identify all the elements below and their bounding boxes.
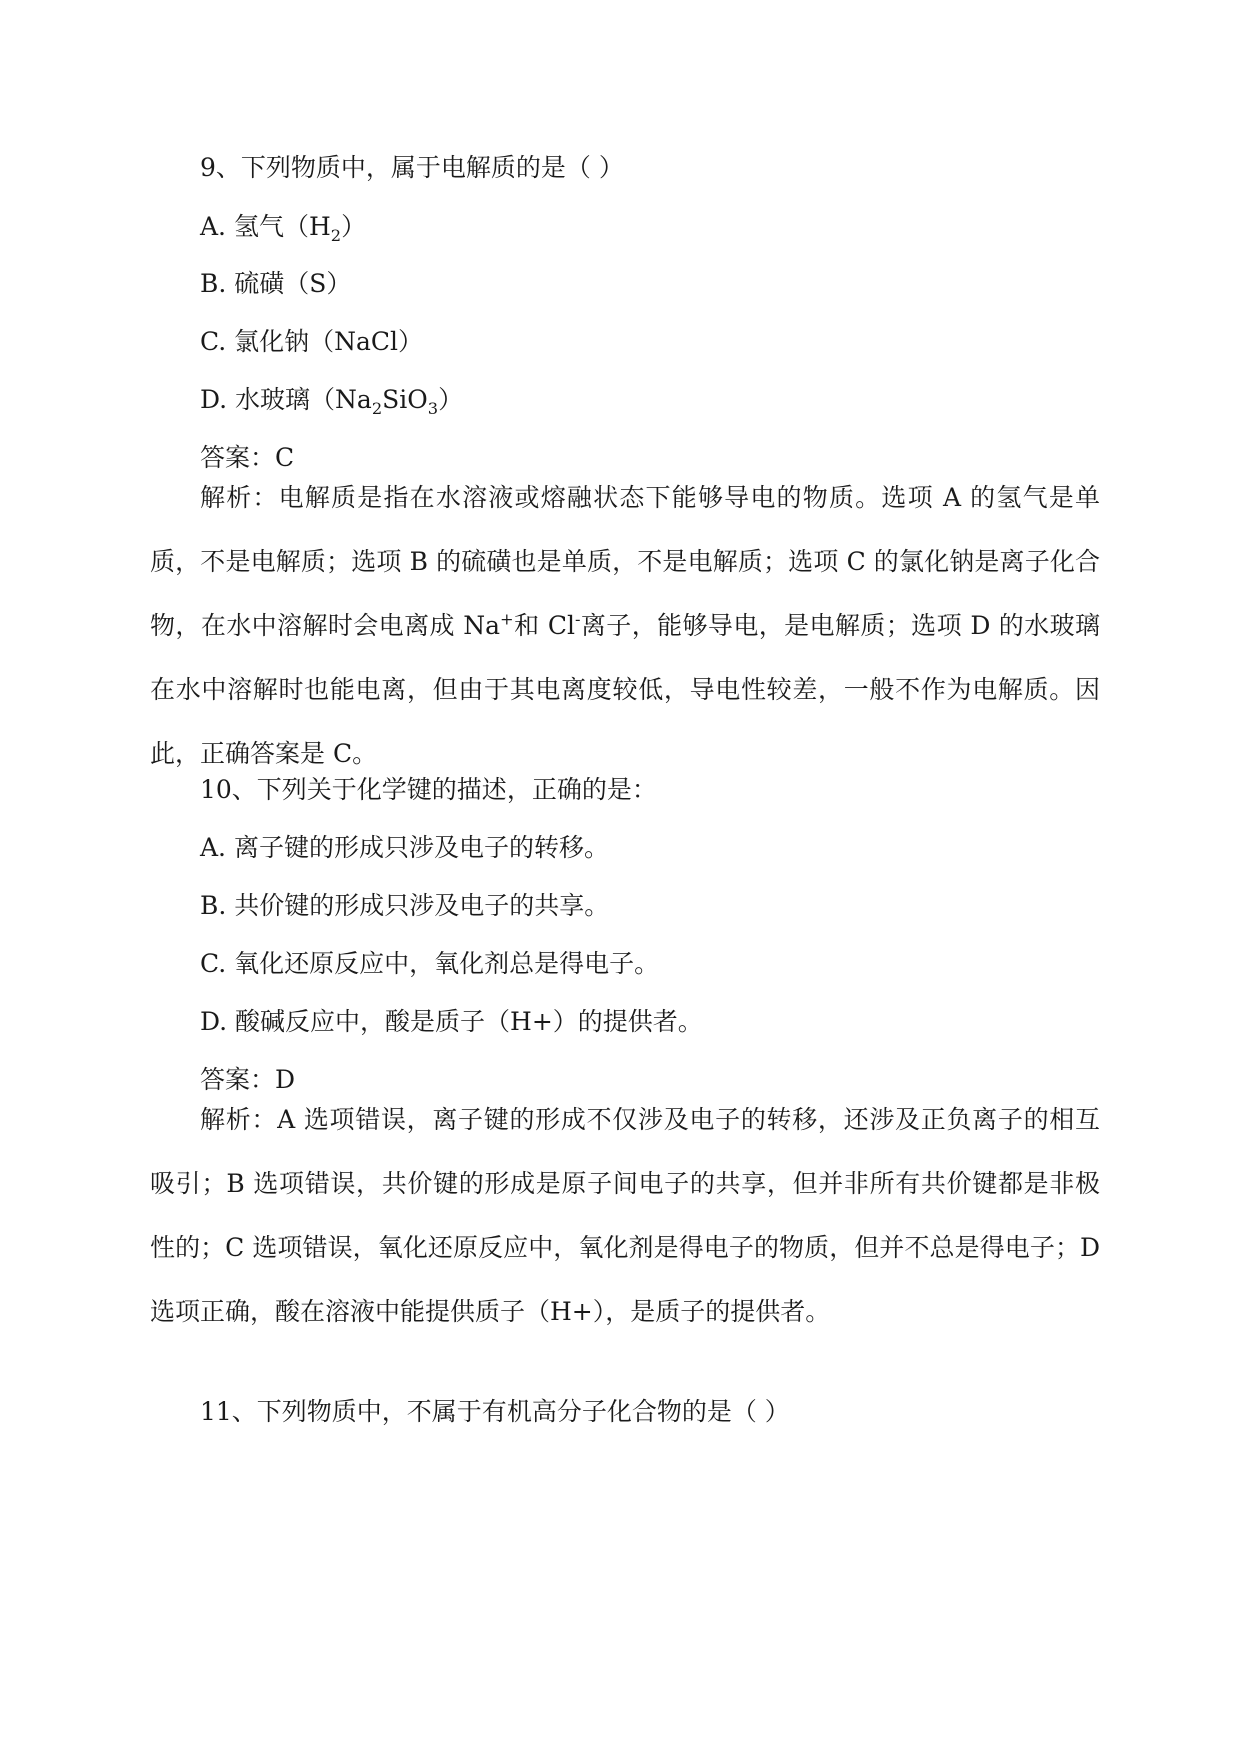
q10-option-a: A. 离子键的形成只涉及电子的转移。: [200, 833, 609, 862]
q10-analysis: 解析：A 选项错误，离子键的形成不仅涉及电子的转移，还涉及正负离子的相互吸引；B 选项错误，共价键的形成是原子间电子的共享，但并非所有共价键都是非极性的；C 选项错误，氧化还原反应中，氧化剂是得电子的物质，但并不总是得电子；D 选项正确，酸在溶液中能提供质子（H+），是质子的提供者。: [150, 1105, 1100, 1326]
q10-option-d: D. 酸碱反应中，酸是质子（H+）的提供者。: [200, 1007, 703, 1036]
q11-question: 11、下列物质中，不属于有机高分子化合物的是（ ）: [200, 1397, 790, 1426]
q9-question: 9、下列物质中，属于电解质的是（ ）: [200, 153, 624, 182]
q10-option-c: C. 氧化还原反应中，氧化剂总是得电子。: [200, 949, 660, 978]
q9-option-d: D. 水玻璃$(Na_2SiO_3)$: [200, 385, 464, 418]
q9-option-a: A. 氢气$(H_2)$: [200, 212, 367, 245]
q9-analysis: 解析：电解质是指在水溶液或熔融状态下能够导电的物质。选项 A 的氢气是单质，不是电解质；选项 B 的硫磺也是单质，不是电解质；选项 C 的氯化钠是离子化合物，在水中溶解时会电离成 Na+和 Cl-离子，能够导电，是电解质；选项 D 的水玻璃在水中溶解时也能电离，但由于其电离度较低，导电性较差，一般不作为电解质。因此，正确答案是 C。: [150, 483, 1100, 768]
q10-question: 10、下列关于化学键的描述，正确的是：: [200, 775, 657, 804]
q10-answer: 答案：D: [200, 1065, 296, 1094]
q9-option-c: C. 氯化钠（NaCl）: [200, 327, 424, 356]
q9-answer: 答案：C: [200, 443, 295, 472]
q10-option-b: B. 共价键的形成只涉及电子的共享。: [200, 891, 610, 920]
q9-option-b: B. 硫磺（S）: [200, 269, 352, 298]
